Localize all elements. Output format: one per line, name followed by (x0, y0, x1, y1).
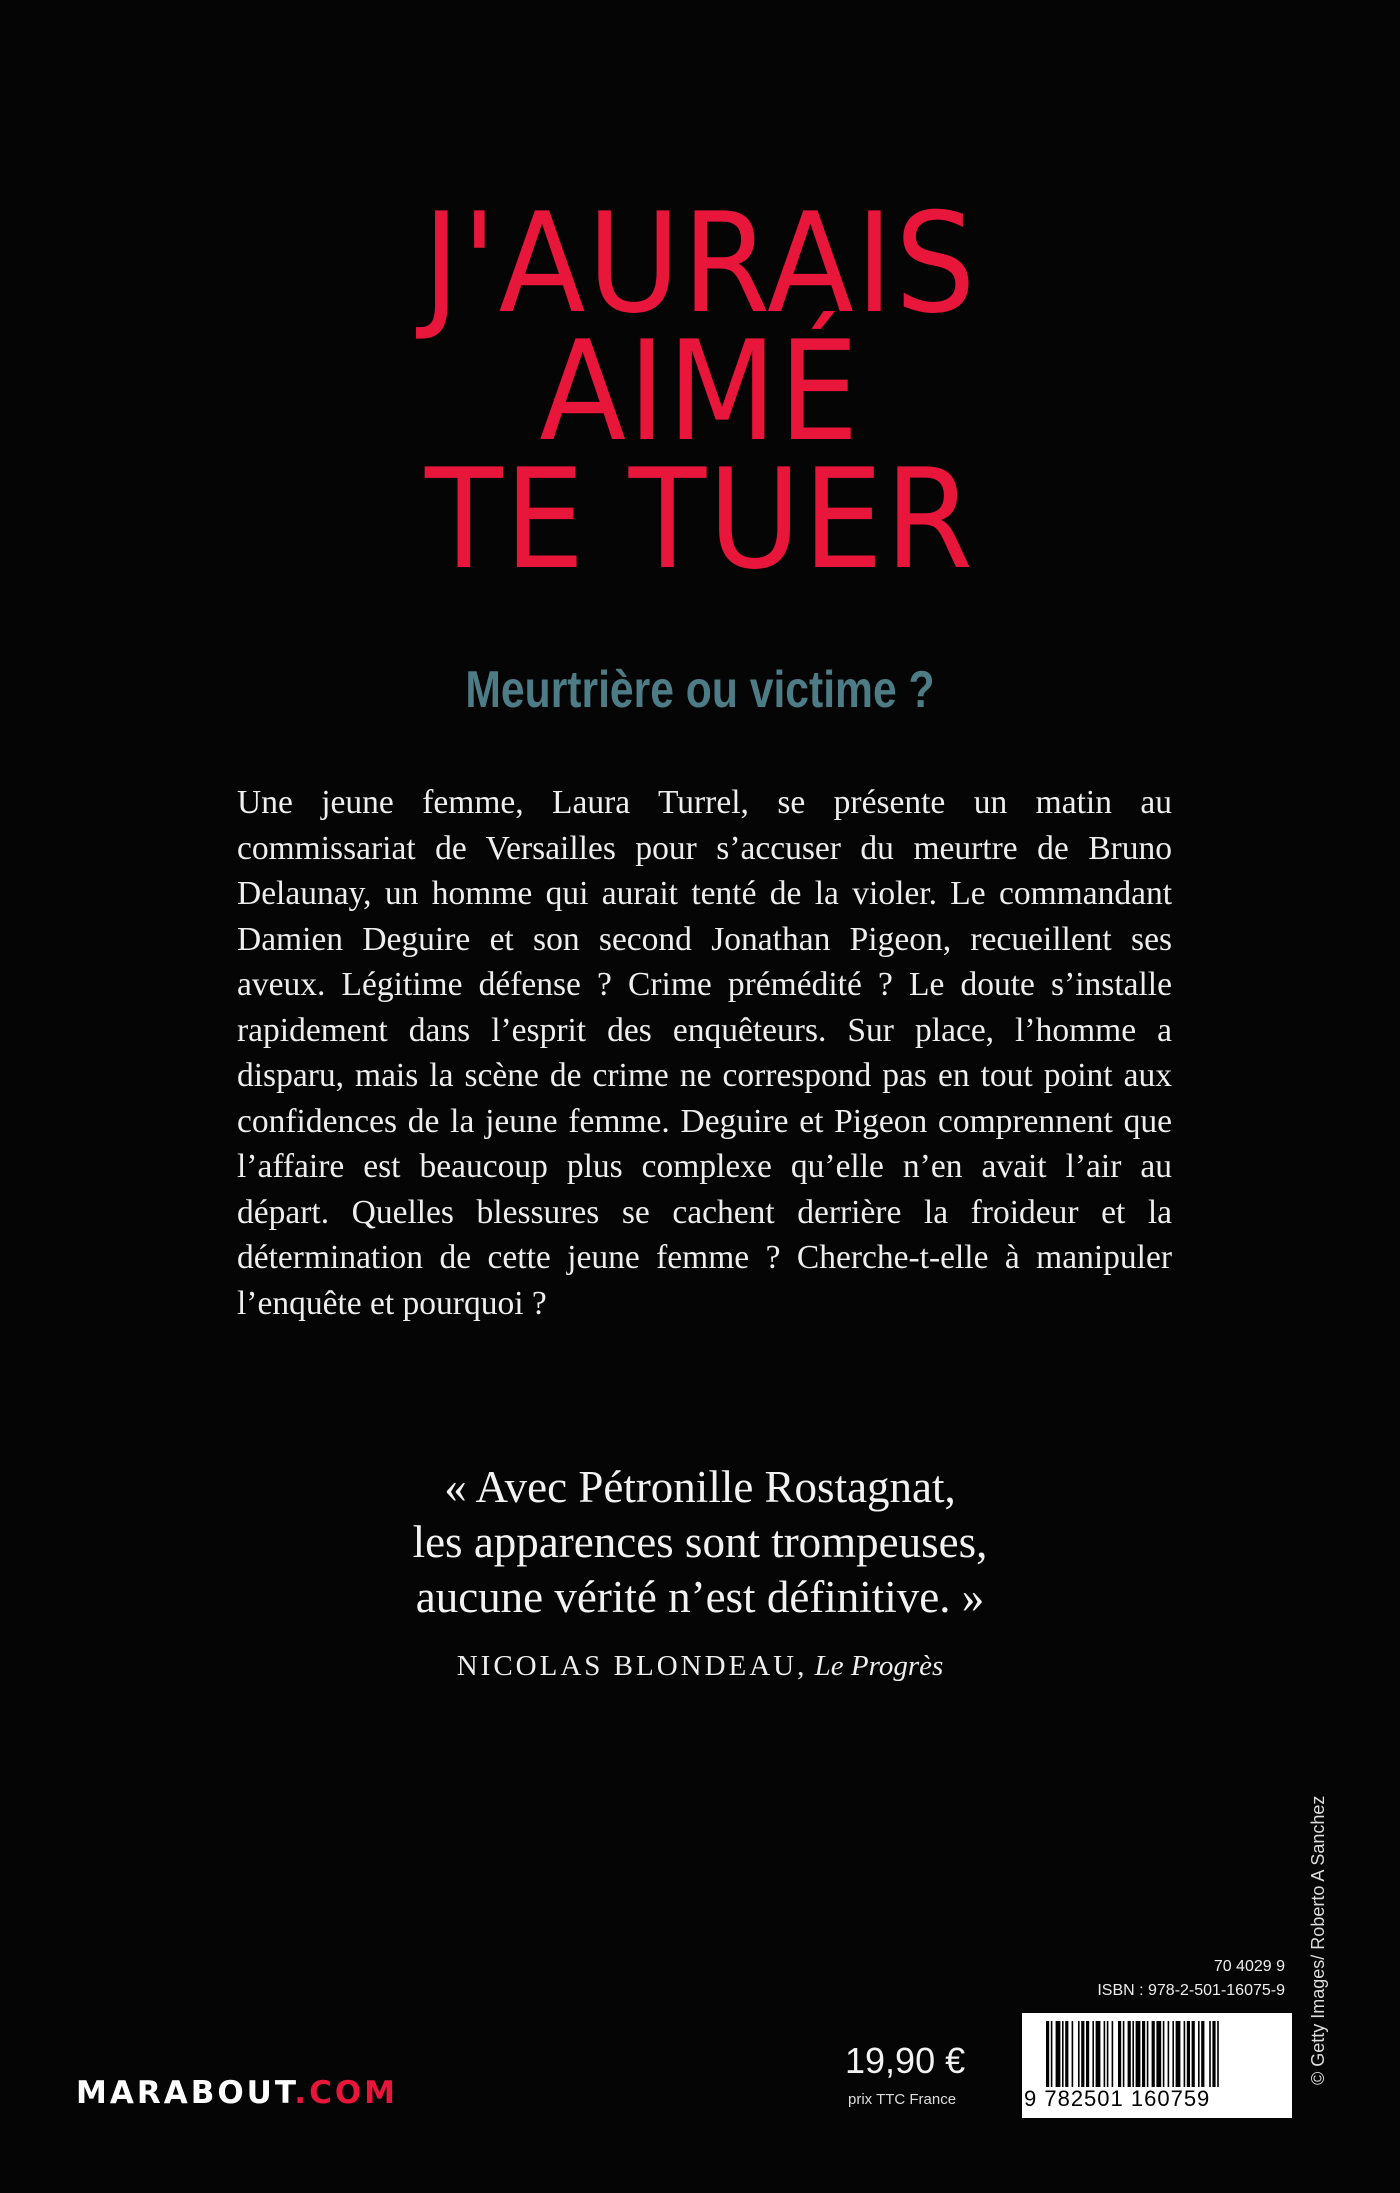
barcode-bar (1172, 2021, 1174, 2087)
barcode-bar (1187, 2021, 1190, 2087)
barcode-bar (1163, 2021, 1165, 2087)
quote-author: NICOLAS BLONDEAU, (456, 1650, 808, 1682)
barcode-bar (1156, 2021, 1161, 2087)
barcode-bar (1046, 2021, 1049, 2087)
barcode-bar (1209, 2021, 1211, 2087)
publisher-suffix: .COM (294, 2075, 399, 2111)
barcode-bar (1192, 2021, 1195, 2087)
barcode-bar (1112, 2021, 1114, 2087)
barcode-bar (1132, 2021, 1134, 2087)
title-line-1: J'AURAIS (422, 183, 978, 344)
title-line-3: TE TUER (425, 439, 975, 600)
barcode-bar (1142, 2021, 1145, 2087)
product-code: 70 4029 9 (1213, 1958, 1285, 1975)
barcode-bar (1118, 2021, 1121, 2087)
publisher-logo (76, 2075, 398, 2111)
barcode-bar (1086, 2021, 1089, 2087)
barcode-bar (1198, 2021, 1200, 2087)
barcode-bar (1128, 2021, 1131, 2087)
blurb-text: Une jeune femme, Laura Turrel, se présente un matin au commissariat de Versailles pour s’accuser du meurtre de Bruno Delaunay, un homme qui aurait tenté de la violer. Le commandant Damien Deguire et son second Jonathan Pigeon, recueillent ses aveux. Légitime défense ? Crime prémédité ? Le doute s’installe rapidement dans l’esprit des enquêteurs. Sur place, l’homme a disparu, mais la scène de crime ne correspond pas en tout point aux confidences de la jeune femme. Deguire et Pigeon comprennent que l’affaire est beaucoup plus complexe qu’elle n’en avait l’air au départ. Quelles blessures se cachent derrière la froideur et la détermination de cette jeune femme ? Cherche-t-elle à manipuler l’enquête et pourquoi ? (237, 784, 1172, 1322)
book-title (56, 183, 1344, 600)
barcode-bar (1078, 2021, 1080, 2087)
photo-credit: © Getty Images/ Roberto A Sanchez (1308, 1795, 1328, 2085)
barcode-bar (1147, 2021, 1149, 2087)
barcode (1022, 2013, 1292, 2118)
barcode-digits: 9 782501 160759 (1024, 2086, 1211, 2111)
quote-attribution (0, 1650, 1400, 1683)
publisher-name: MARABOUT (76, 2075, 295, 2111)
price: 19,90 € (845, 2040, 966, 2081)
barcode-bar (1212, 2021, 1215, 2087)
barcode-bar (1152, 2021, 1155, 2087)
barcode-bar (1123, 2021, 1125, 2087)
quote-line-1: « Avec Pétronille Rostagnat, (444, 1462, 956, 1512)
barcode-bar (1096, 2021, 1101, 2087)
barcode-bar (1065, 2021, 1068, 2087)
price-note: prix TTC France (848, 2091, 957, 2108)
barcode-bar (1136, 2021, 1141, 2087)
barcode-bar (1184, 2021, 1186, 2087)
barcode-bar (1062, 2021, 1064, 2087)
subtitle: Meurtrière ou victime ? (465, 661, 935, 719)
barcode-bar (1217, 2021, 1219, 2087)
barcode-bar (1092, 2021, 1094, 2087)
barcode-bar (1201, 2021, 1204, 2087)
isbn: ISBN : 978-2-501-16075-9 (1097, 1982, 1285, 1999)
barcode-bar (1081, 2021, 1084, 2087)
barcode-bars (1032, 2021, 1282, 2091)
barcode-bar (1104, 2021, 1106, 2087)
quote-line-3: aucune vérité n’est définitive. » (415, 1572, 985, 1622)
quote-line-2: les apparences sont trompeuses, (412, 1517, 988, 1567)
review-quote (0, 1460, 1400, 1625)
product-codes (1030, 1955, 1285, 2003)
barcode-bar (1176, 2021, 1181, 2087)
barcode-bar (1051, 2021, 1053, 2087)
quote-source: Le Progrès (814, 1650, 944, 1682)
barcode-bar (1107, 2021, 1109, 2087)
barcode-bar (1072, 2021, 1074, 2087)
title-line-2: AIMÉ (539, 311, 861, 472)
barcode-bar (1168, 2021, 1170, 2087)
barcode-bar (1056, 2021, 1061, 2087)
